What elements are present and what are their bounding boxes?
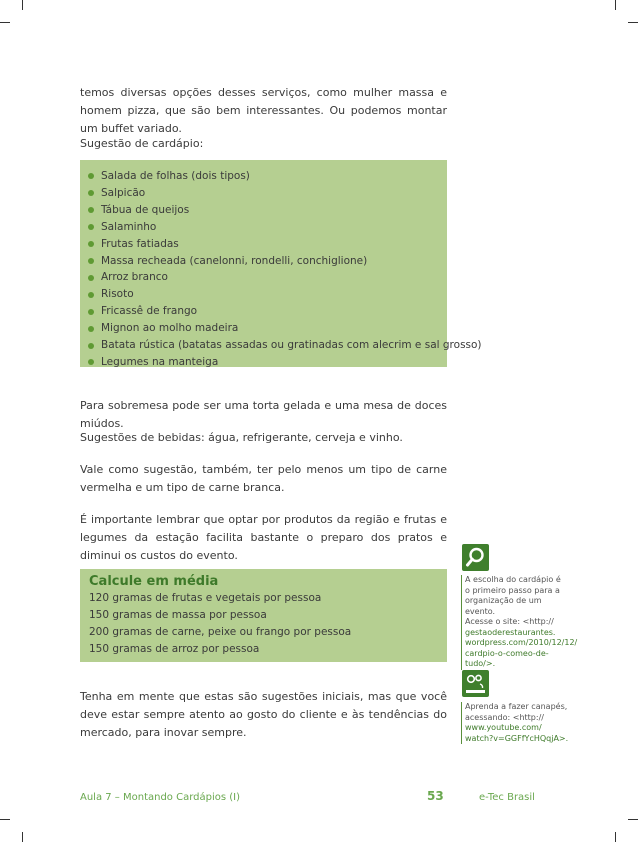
bullet-icon (88, 173, 94, 179)
closing-paragraph: Tenha em mente que estas são sugestões iniciais, mas que você deve estar sempre atento ao gosto do cliente e às tendências do mercado, para inovar sempre. (80, 690, 447, 739)
crop-mark (615, 832, 616, 842)
link[interactable]: www.youtube.com/ (465, 723, 542, 732)
crop-mark (22, 0, 23, 10)
crop-mark (0, 819, 10, 820)
crop-mark (628, 22, 638, 23)
bullet-icon (88, 309, 94, 315)
list-item: Arroz branco (88, 269, 441, 286)
menu-heading: Sugestão de cardápio: (80, 137, 204, 150)
calc-line: 200 gramas de carne, peixe ou frango por pessoa (89, 626, 352, 638)
calc-line: 150 gramas de arroz por pessoa (89, 643, 260, 655)
list-item: Fricassê de frango (88, 303, 441, 320)
menu-list (88, 168, 482, 371)
bullet-icon (88, 343, 94, 349)
bullet-icon (88, 207, 94, 213)
list-item: Tábua de queijos (88, 202, 441, 219)
bullet-icon (88, 190, 94, 196)
bullet-icon (88, 292, 94, 298)
list-item: Massa recheada (canelonni, rondelli, conchiglione) (88, 253, 441, 270)
side-note-canapes-video: Aprenda a fazer canapés, acessando: <http:// www.youtube.com/ watch?v=GGFfYcHQqjA>. (461, 702, 571, 744)
local-products-paragraph: É importante lembrar que optar por produtos da região e frutas e legumes da estação facilita bastante o preparo dos pratos e diminui os custos do evento. (80, 513, 447, 562)
bullet-icon (88, 275, 94, 281)
crop-mark (0, 22, 10, 23)
calculate-average-box (80, 569, 447, 662)
list-item: Salada de folhas (dois tipos) (88, 168, 441, 185)
link[interactable]: gestaoderestaurantes. (465, 627, 556, 637)
drinks-paragraph: Sugestões de bebidas: água, refrigerante, cerveja e vinho. (80, 431, 403, 444)
bullet-icon (88, 326, 94, 332)
page-number: 53 (427, 789, 444, 803)
list-item: Salaminho (88, 219, 441, 236)
link[interactable]: watch?v=GGFfYcHQqjA>. (465, 733, 569, 743)
calc-title: Calcule em média (89, 574, 219, 589)
film-icon (462, 670, 489, 697)
dessert-paragraph: Para sobremesa pode ser uma torta gelada e uma mesa de doces miúdos. (80, 399, 447, 430)
calc-line: 150 gramas de massa por pessoa (89, 609, 267, 621)
bullet-icon (88, 224, 94, 230)
magnifier-icon (462, 544, 489, 571)
link[interactable]: wordpress.com/2010/12/12/ (465, 638, 578, 647)
list-item: Frutas fatiadas (88, 236, 441, 253)
list-item: Mignon ao molho madeira (88, 320, 441, 337)
bullet-icon (88, 359, 94, 365)
meat-paragraph: Vale como sugestão, também, ter pelo menos um tipo de carne vermelha e um tipo de carne branca. (80, 463, 447, 494)
list-item: Salpicão (88, 185, 441, 202)
crop-mark (615, 0, 616, 10)
menu-suggestion-box (80, 160, 482, 368)
footer-chapter: Aula 7 – Montando Cardápios (I) (80, 792, 241, 803)
list-item: Legumes na manteiga (88, 354, 441, 371)
list-item: Batata rústica (batatas assadas ou gratinadas com alecrim e sal grosso) (88, 337, 441, 354)
crop-mark (22, 832, 23, 842)
side-note-menu-choice: A escolha do cardápio é o primeiro passo para a organização de um evento. Acesse o site: <http:// gestaoderestaurantes. wordpress.com/2010/12/12/ cardpio-o-comeo-de-tudo/>. (461, 575, 571, 670)
crop-mark (628, 819, 638, 820)
footer-brand: e-Tec Brasil (479, 792, 535, 803)
bullet-icon (88, 241, 94, 247)
link[interactable]: cardpio-o-comeo-de-tudo/>. (465, 648, 549, 668)
intro-paragraph: temos diversas opções desses serviços, como mulher massa e homem pizza, que são bem interessantes. Ou podemos montar um buffet variado. (80, 86, 447, 135)
list-item: Risoto (88, 286, 441, 303)
bullet-icon (88, 258, 94, 264)
calc-line: 120 gramas de frutas e vegetais por pessoa (89, 592, 322, 604)
